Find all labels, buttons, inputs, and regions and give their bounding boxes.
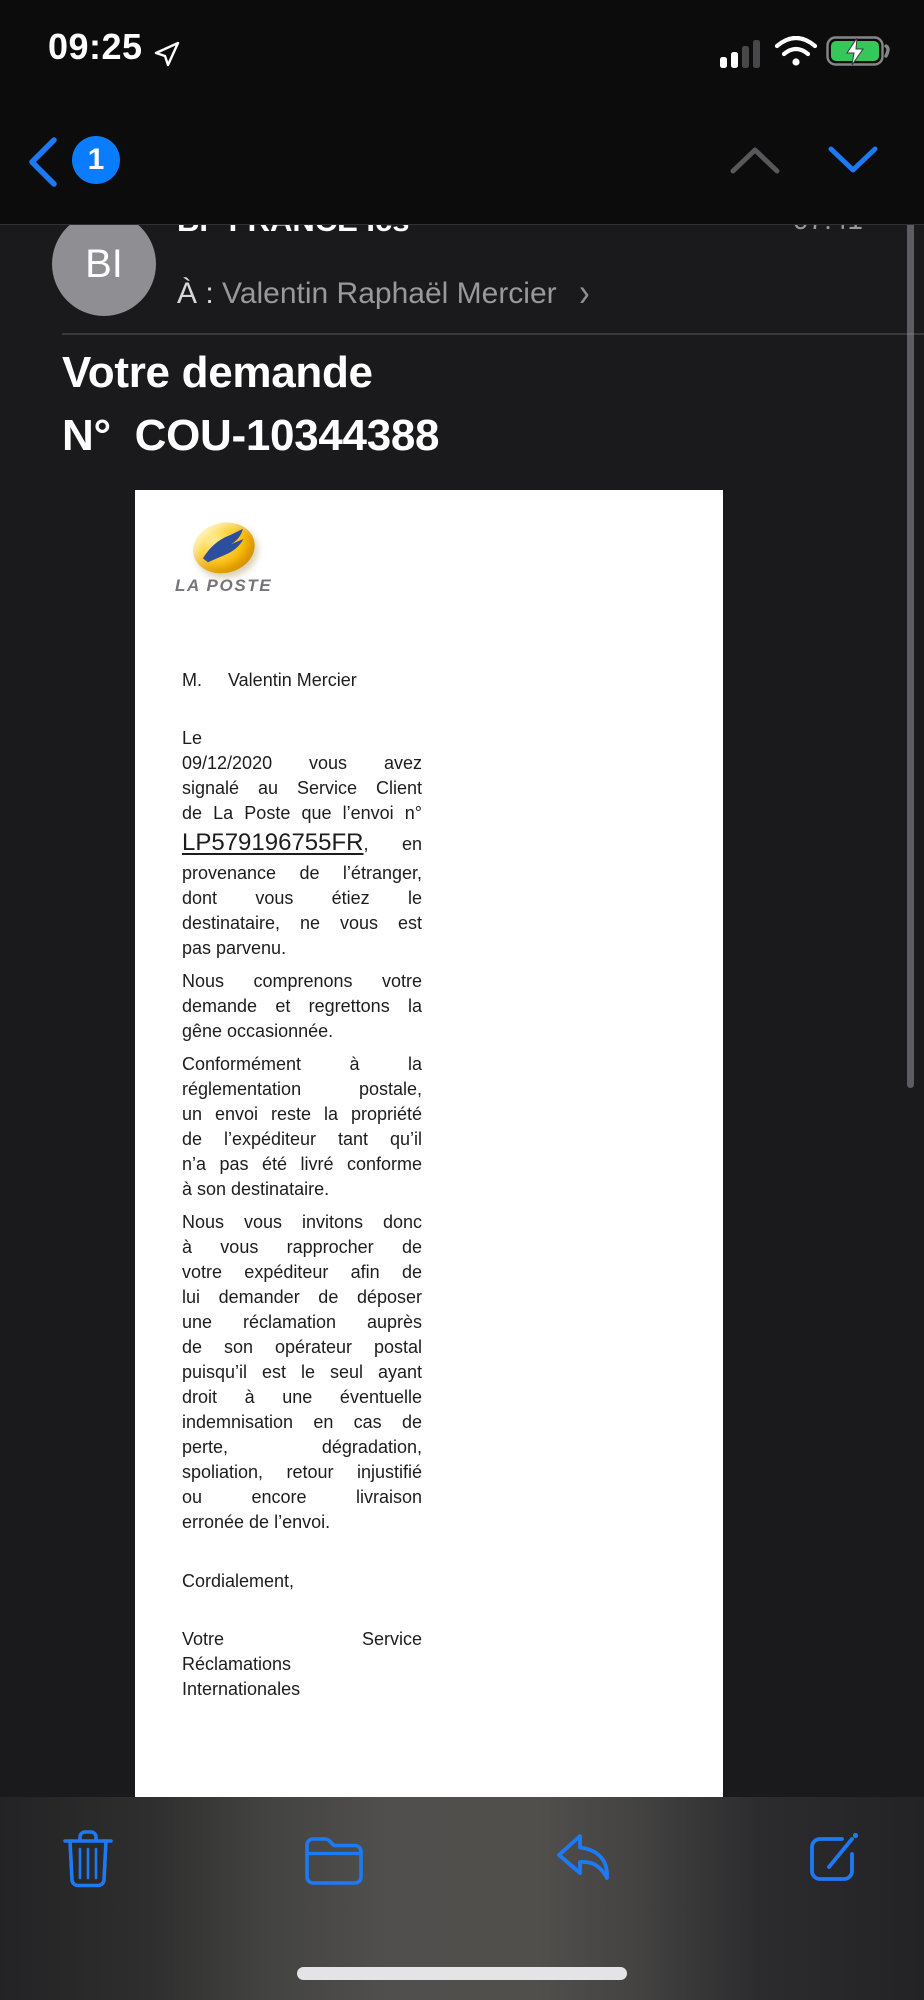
recipient-row[interactable]: [177, 269, 590, 315]
battery-charging-icon: [826, 36, 890, 68]
letter-line: à son destinataire.: [182, 1179, 330, 1199]
paragraph-1: [182, 726, 422, 961]
letter-line: destinataire, ne vous est: [182, 913, 422, 933]
letter-line: perte, dégradation,: [182, 1437, 422, 1457]
tracking-number[interactable]: LP579196755FR: [182, 829, 364, 856]
cellular-signal-icon: [720, 38, 768, 68]
avatar-initials: BI: [85, 241, 123, 286]
letter-line: Réclamations: [182, 1654, 292, 1674]
location-arrow-icon: [153, 40, 181, 68]
letter-line: de La Poste que l’envoi n°: [182, 803, 422, 823]
compose-button[interactable]: [806, 1830, 862, 1887]
to-label: À :: [177, 277, 214, 310]
unread-count: 1: [87, 143, 105, 176]
letter-line: [182, 826, 422, 861]
top-chrome: [0, 0, 924, 225]
letter-line: dont vous étiez le: [182, 888, 422, 908]
letter-line: 09/12/2020 vous avez: [182, 753, 422, 773]
letter-line: ou encore livraison: [182, 1487, 422, 1507]
subject-title: [62, 341, 762, 467]
letter-line: réglementation postale,: [182, 1079, 422, 1099]
salutation-name: Valentin Mercier: [228, 670, 357, 690]
folder-button[interactable]: [304, 1836, 364, 1886]
letter-line: Cordialement,: [182, 1571, 295, 1591]
unread-count-badge: [72, 136, 120, 184]
closing: [182, 1569, 422, 1594]
letter-line-rest: , en: [363, 834, 422, 854]
letter-line: indemnisation en cas de: [182, 1412, 422, 1432]
letter-line: gêne occasionnée.: [182, 1021, 334, 1041]
letter-line: provenance de l’étranger,: [182, 863, 422, 883]
letter-body: [182, 668, 422, 1702]
letter-line: erronée de l’envoi.: [182, 1512, 331, 1532]
paragraph-3: [182, 1052, 422, 1202]
la-poste-bird-icon: [196, 525, 255, 573]
letter-line: Nous comprenons votre: [182, 971, 422, 991]
letter-line: de l’expéditeur tant qu’il: [182, 1129, 422, 1149]
recipient-name: Valentin Raphaël Mercier: [222, 277, 557, 310]
letter-line: votre expéditeur afin de: [182, 1262, 422, 1282]
letter-document: [135, 490, 723, 1797]
letter-line: Internationales: [182, 1679, 301, 1699]
letter-line: droit à une éventuelle: [182, 1387, 422, 1407]
salutation: [182, 668, 422, 693]
paragraph-2: [182, 969, 422, 1044]
letter-line: signalé au Service Client: [182, 778, 422, 798]
salutation-title: M.: [182, 670, 202, 690]
next-message-button[interactable]: [826, 144, 880, 176]
letter-line: Votre Service: [182, 1629, 422, 1649]
trash-button[interactable]: [62, 1828, 114, 1890]
letter-line: une réclamation auprès: [182, 1312, 422, 1332]
la-poste-logo: [188, 516, 260, 580]
letter-line: spoliation, retour injustifié: [182, 1462, 422, 1482]
reply-button[interactable]: [554, 1831, 616, 1888]
letter-line: Le: [182, 728, 203, 748]
letter-line: n’a pas été livré conforme: [182, 1154, 422, 1174]
wifi-icon: [774, 36, 818, 68]
scrollbar-thumb[interactable]: [907, 200, 914, 1088]
letter-line: puisqu’il est le seul ayant: [182, 1362, 422, 1382]
la-poste-wordmark: LA POSTE: [175, 576, 273, 595]
letter-line: demande et regrettons la: [182, 996, 422, 1016]
previous-message-button: [728, 144, 782, 176]
letter-line: Conformément à la: [182, 1054, 422, 1074]
subject-line-1: Votre demande: [62, 348, 373, 397]
subject-line-2: N° COU-10344388: [62, 411, 440, 460]
letter-line: pas parvenu.: [182, 938, 287, 958]
home-indicator[interactable]: [297, 1967, 627, 1980]
letter-line: un envoi reste la propriété: [182, 1104, 422, 1124]
bottom-toolbar: [0, 1797, 924, 2000]
header-divider: [62, 333, 924, 335]
status-time: 09:25: [48, 26, 143, 67]
letter-line: de son opérateur postal: [182, 1337, 422, 1357]
back-button[interactable]: [26, 136, 60, 188]
letter-line: Nous vous invitons donc: [182, 1212, 422, 1232]
letter-line: lui demander de déposer: [182, 1287, 422, 1307]
chevron-right-icon: ›: [579, 269, 590, 315]
letter-line: à vous rapprocher de: [182, 1237, 422, 1257]
avatar: [52, 212, 156, 316]
signature: [182, 1627, 422, 1702]
paragraph-4: [182, 1210, 422, 1535]
